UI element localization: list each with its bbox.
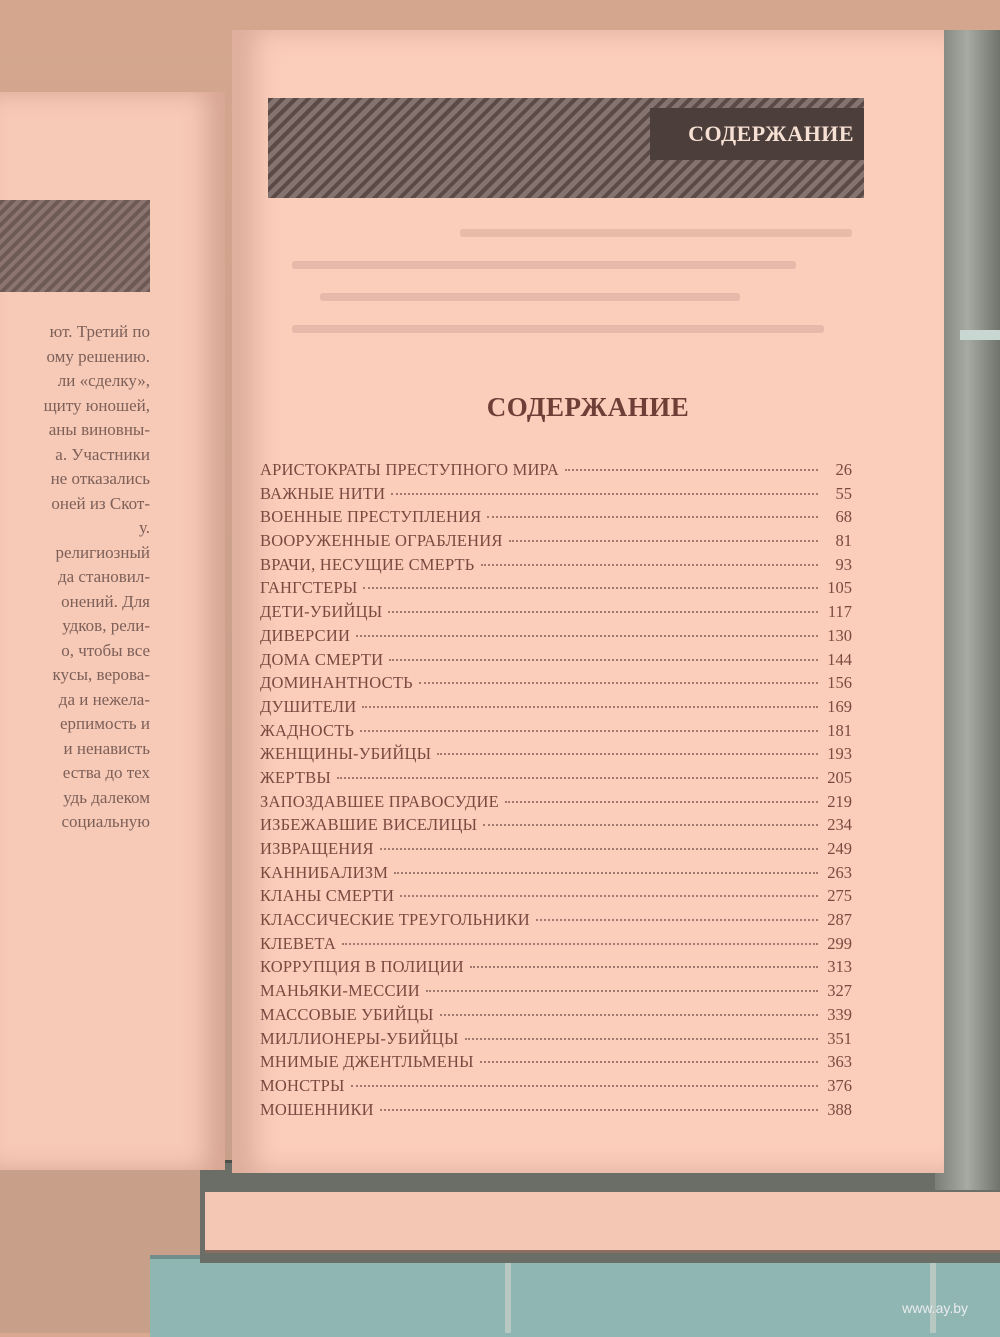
toc-leader-dots [481, 564, 819, 566]
left-page-line: ества до тех [62, 763, 150, 782]
toc-entry-page: 26 [835, 460, 852, 479]
toc-entry [260, 626, 852, 650]
left-page-line: да становил- [57, 567, 150, 586]
table-of-contents [260, 460, 852, 1123]
toc-entry-page: 388 [827, 1099, 852, 1119]
toc-entry-page: 351 [827, 1028, 852, 1048]
toc-leader-dots [505, 801, 818, 803]
toc-leader-dots [360, 730, 818, 732]
toc-entry [260, 578, 852, 602]
toc-leader-dots [362, 706, 818, 708]
toc-entry-page: 193 [827, 744, 852, 764]
toc-entry-title: АРИСТОКРАТЫ ПРЕСТУПНОГО МИРА [260, 460, 559, 479]
toc-entry-title: ВРАЧИ, НЕСУЩИЕ СМЕРТЬ [260, 554, 475, 574]
left-page-line: удков, рели- [62, 616, 150, 635]
toc-entry [260, 1076, 852, 1100]
toc-entry-title: МАССОВЫЕ УБИЙЦЫ [260, 1004, 434, 1024]
toc-leader-dots [356, 635, 818, 637]
left-page-line: аны виновны- [48, 420, 150, 439]
toc-entry [260, 555, 852, 579]
toc-entry [260, 768, 852, 792]
watermark: www.ay.by [902, 1300, 968, 1316]
toc-entry-page: 93 [835, 554, 852, 574]
left-page-line: ому решению. [46, 346, 150, 366]
toc-entry-title: МОШЕННИКИ [260, 1099, 374, 1119]
toc-leader-dots [389, 659, 818, 661]
toc-entry-page: 68 [835, 507, 852, 527]
toc-leader-dots [437, 753, 818, 755]
toc-leader-dots [400, 895, 818, 897]
toc-entry [260, 650, 852, 674]
toc-entry-page: 105 [827, 578, 852, 598]
right-page [232, 30, 944, 1173]
toc-entry-title: КАННИБАЛИЗМ [260, 862, 389, 882]
toc-entry [260, 697, 852, 721]
left-page-line: ют. Третий по [49, 322, 150, 341]
toc-entry [260, 673, 852, 697]
toc-entry-title: МИЛЛИОНЕРЫ-УБИЙЦЫ [260, 1028, 459, 1048]
toc-entry-title: ДЕТИ-УБИЙЦЫ [260, 602, 383, 622]
toc-leader-dots [419, 682, 818, 684]
toc-entry-title: ДОМИНАНТНОСТЬ [260, 673, 413, 693]
toc-entry-title: ВООРУЖЕННЫЕ ОГРАБЛЕНИЯ [260, 531, 503, 551]
left-page-line: щиту юношей, [43, 395, 150, 415]
toc-entry-title: ВОЕННЫЕ ПРЕСТУПЛЕНИЯ [260, 507, 482, 527]
left-page-line: социальную [61, 812, 150, 831]
toc-entry-title: ЖЕНЩИНЫ-УБИЙЦЫ [260, 744, 432, 764]
toc-entry-page: 144 [827, 649, 852, 669]
toc-entry-title: ВАЖНЫЕ НИТИ [260, 483, 386, 503]
show-through-text [292, 205, 852, 365]
toc-leader-dots [465, 1038, 818, 1040]
toc-entry-title: МОНСТРЫ [260, 1075, 345, 1095]
left-page-line: религиозный [55, 542, 150, 562]
toc-entry-title: МНИМЫЕ ДЖЕНТЛЬМЕНЫ [260, 1052, 474, 1072]
toc-entry-page: 299 [827, 933, 852, 953]
toc-entry-title: ЗАПОЗДАВШЕЕ ПРАВОСУДИЕ [260, 791, 499, 811]
toc-entry-page: 81 [835, 531, 852, 551]
left-page-line: а. Участники [55, 444, 150, 464]
toc-entry-page: 363 [827, 1052, 852, 1072]
toc-entry-title: ИЗБЕЖАВШИЕ ВИСЕЛИЦЫ [260, 815, 478, 835]
toc-entry [260, 934, 852, 958]
left-page-line: о, чтобы все [61, 640, 150, 660]
toc-entry [260, 484, 852, 508]
left-page-text [0, 320, 150, 835]
tile-grout [960, 330, 1000, 340]
toc-entry-title: ГАНГСТЕРЫ [260, 578, 358, 598]
toc-entry-page: 130 [827, 625, 852, 645]
toc-entry [260, 531, 852, 555]
toc-entry [260, 839, 852, 863]
tile-grout [930, 1260, 936, 1333]
toc-entry-title: ЖАДНОСТЬ [260, 720, 355, 740]
toc-entry-page: 169 [827, 696, 852, 716]
toc-leader-dots [351, 1085, 818, 1087]
toc-leader-dots [440, 1014, 818, 1016]
toc-entry-page: 205 [827, 767, 852, 787]
left-page-line: онений. Для [61, 591, 150, 611]
toc-leader-dots [487, 516, 818, 518]
toc-entry-page: 156 [827, 673, 852, 693]
toc-entry [260, 815, 852, 839]
toc-entry [260, 507, 852, 531]
toc-leader-dots [480, 1061, 818, 1063]
left-page-line: ерпимость и [60, 714, 150, 733]
toc-entry-page: 181 [827, 720, 852, 740]
toc-entry-title: МАНЬЯКИ-МЕССИИ [260, 981, 420, 1001]
closed-book-pages [205, 1192, 1000, 1253]
toc-entry-title: ДУШИТЕЛИ [260, 696, 357, 716]
toc-entry-title: ЖЕРТВЫ [260, 767, 331, 787]
toc-entry-page: 249 [827, 839, 852, 858]
toc-leader-dots [363, 587, 818, 589]
toc-entry-title: ДИВЕРСИИ [260, 625, 351, 645]
left-page-header-band [0, 200, 150, 292]
toc-entry [260, 981, 852, 1005]
toc-entry [260, 863, 852, 887]
toc-entry-page: 339 [827, 1004, 852, 1024]
left-page-line: кусы, верова- [52, 665, 150, 684]
toc-leader-dots [470, 966, 818, 968]
toc-entry-page: 327 [827, 981, 852, 1001]
toc-leader-dots [426, 990, 818, 992]
left-page-line: удь далеком [63, 787, 150, 807]
toc-entry [260, 1052, 852, 1076]
left-page-line: и ненависть [63, 738, 150, 758]
tile-floor [150, 1255, 1000, 1337]
left-page-line: оней из Скот- [51, 493, 150, 513]
toc-entry [260, 602, 852, 626]
toc-entry-page: 55 [835, 483, 852, 503]
toc-leader-dots [337, 777, 818, 779]
toc-entry-title: КОРРУПЦИЯ В ПОЛИЦИИ [260, 957, 464, 977]
toc-entry-page: 234 [827, 815, 852, 835]
toc-entry [260, 1029, 852, 1053]
running-header: СОДЕРЖАНИЕ [688, 121, 854, 146]
toc-entry [260, 957, 852, 981]
left-page-line: у. [138, 518, 150, 537]
toc-entry-title: КЛЕВЕТА [260, 933, 336, 953]
toc-entry [260, 792, 852, 816]
book-cover-edge [935, 30, 1000, 1190]
toc-entry [260, 910, 852, 934]
toc-leader-dots [380, 848, 818, 850]
toc-entry [260, 460, 852, 484]
toc-leader-dots [483, 824, 818, 826]
toc-entry [260, 886, 852, 910]
toc-leader-dots [391, 493, 818, 495]
toc-leader-dots [536, 919, 818, 921]
left-page [0, 92, 225, 1170]
toc-entry [260, 1005, 852, 1029]
toc-entry-page: 376 [827, 1075, 852, 1095]
left-page-line: не отказались [50, 469, 150, 488]
toc-entry-page: 275 [827, 886, 852, 906]
toc-entry-title: КЛАССИЧЕСКИЕ ТРЕУГОЛЬНИКИ [260, 910, 530, 930]
toc-entry-page: 219 [827, 791, 852, 811]
tile-grout [505, 1260, 511, 1333]
toc-entry [260, 744, 852, 768]
toc-entry-title: ДОМА СМЕРТИ [260, 649, 384, 669]
toc-leader-dots [380, 1109, 818, 1111]
toc-entry-page: 313 [827, 957, 852, 977]
toc-entry-page: 287 [827, 910, 852, 930]
toc-entry-page: 263 [827, 862, 852, 882]
toc-title: СОДЕРЖАНИЕ [486, 392, 690, 422]
toc-leader-dots [394, 872, 818, 874]
toc-entry-title: ИЗВРАЩЕНИЯ [260, 839, 374, 858]
left-page-line: да и нежела- [58, 689, 150, 709]
toc-leader-dots [565, 469, 818, 471]
toc-entry-page: 117 [827, 602, 852, 622]
toc-leader-dots [388, 611, 818, 613]
toc-entry-title: КЛАНЫ СМЕРТИ [260, 886, 395, 906]
toc-entry [260, 1100, 852, 1124]
toc-leader-dots [342, 943, 818, 945]
toc-leader-dots [509, 540, 818, 542]
toc-entry [260, 721, 852, 745]
left-page-line: ли «сделку», [57, 371, 150, 390]
